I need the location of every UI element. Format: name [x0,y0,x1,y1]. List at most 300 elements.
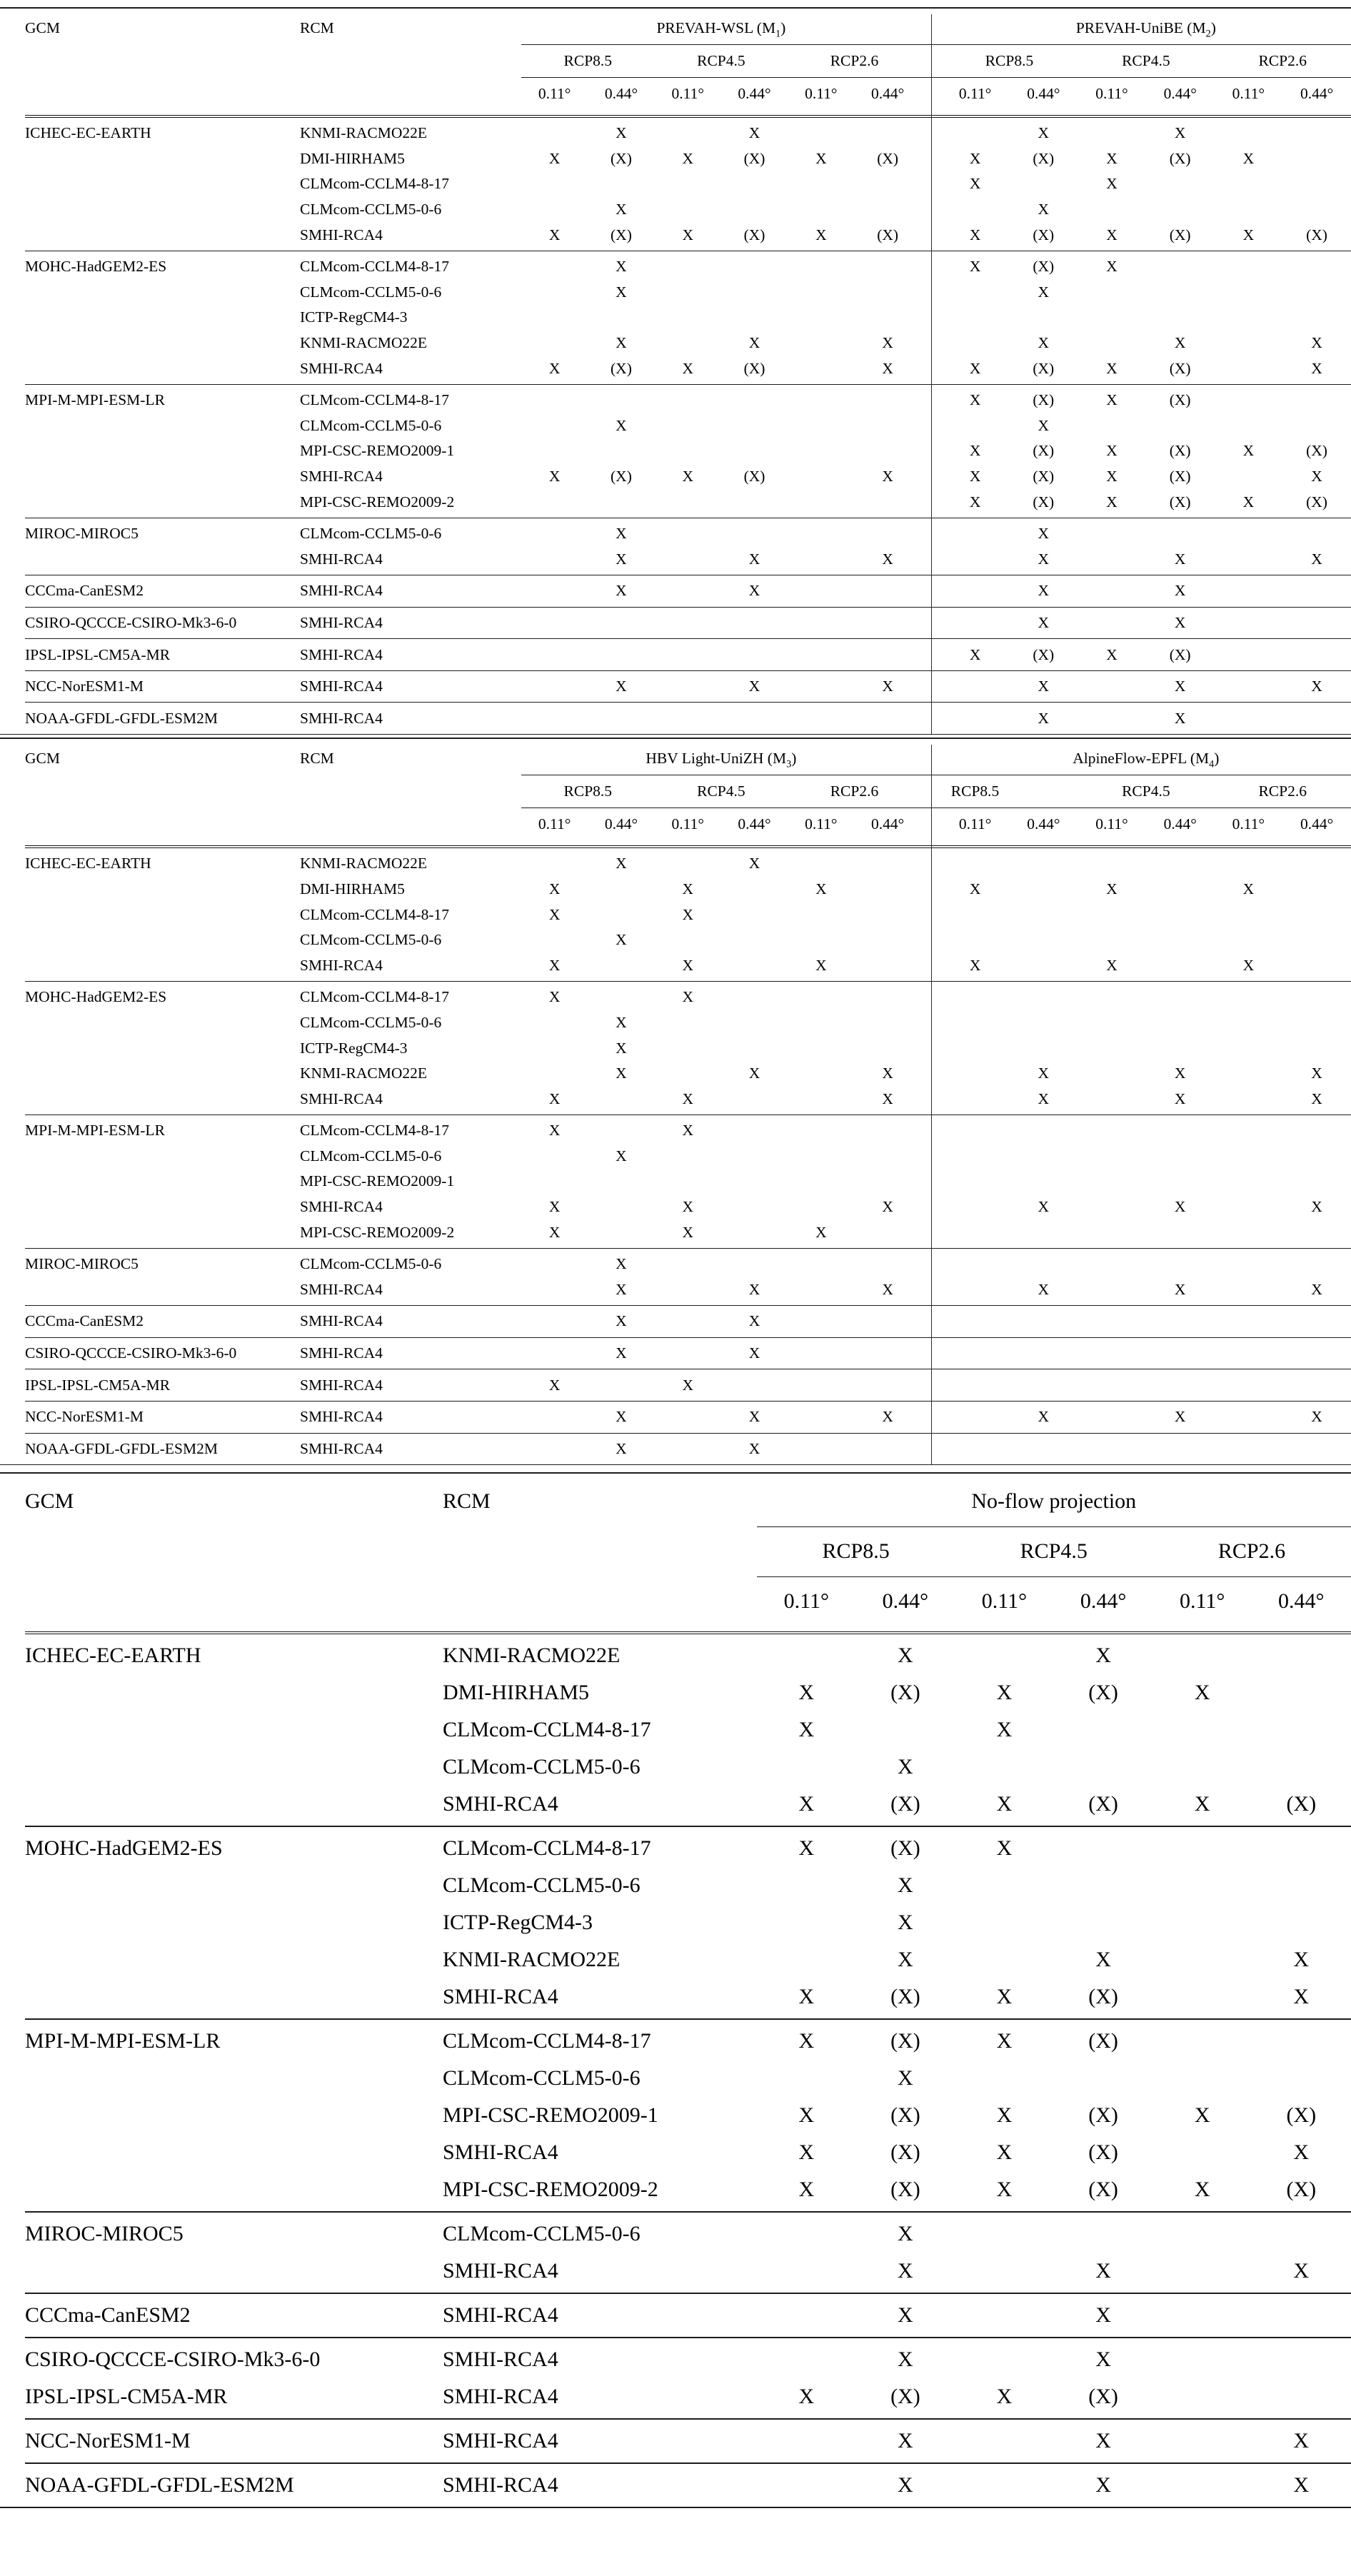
simulation-mark: (X) [1169,226,1191,243]
rule-line [521,807,1351,808]
simulation-mark: X [1293,2140,1310,2165]
table-row [25,413,1351,439]
gcm-label: ICHEC-EC-EARTH [25,1644,201,1668]
simulation-mark: X [616,1065,627,1082]
rcm-label: KNMI-RACMO22E [443,1948,621,1972]
simulation-mark: X [682,1376,693,1394]
simulation-mark: X [616,1013,627,1031]
resolution-header: 0.44° [1300,84,1334,102]
rcm-label: SMHI-RCA4 [443,2429,558,2453]
simulation-mark: X [882,334,893,352]
rcm-label: MPI-CSC-REMO2009-1 [443,2103,658,2128]
gcm-label: CSIRO-QCCCE-CSIRO-Mk3-6-0 [25,2348,321,2372]
header-rule [25,807,1351,808]
simulation-mark: X [969,956,981,974]
gcm-group [25,1248,1351,1305]
simulation-mark: X [1038,1280,1050,1298]
simulation-mark: X [1095,2473,1111,2497]
resolution-header: 0.11° [671,815,704,832]
simulation-mark: X [748,678,760,695]
header-row-resolution [25,809,1351,839]
table-row [25,171,1351,197]
gcm-label: CSIRO-QCCCE-CSIRO-Mk3-6-0 [25,613,237,631]
simulation-mark: (X) [1033,493,1055,510]
simulation-mark: X [1106,391,1118,409]
simulation-mark: X [1194,2103,1210,2128]
gcm-group [25,2462,1351,2507]
table-no-flow-projection [0,1472,1351,2508]
rcp-header: RCP2.6 [1258,782,1307,800]
resolution-header: 0.11° [1179,1589,1225,1614]
simulation-mark: (X) [1286,2103,1317,2128]
rcm-label: SMHI-RCA4 [300,468,383,485]
simulation-mark: (X) [611,468,632,485]
simulation-mark: X [1311,1408,1322,1426]
resolution-header: 0.11° [1095,84,1128,102]
gcm-group [25,670,1351,703]
model-subscript: 4 [1209,758,1215,770]
gcm-group [25,607,1351,639]
rcm-label: SMHI-RCA4 [300,226,383,243]
rcm-label: CLMcom-CCLM5-0-6 [300,416,442,434]
table-row [25,464,1351,490]
rcm-label: CLMcom-CCLM4-8-17 [443,1718,651,1742]
simulation-mark: X [1106,175,1118,193]
rcm-label: SMHI-RCA4 [300,956,383,974]
resolution-header: 0.44° [1027,815,1060,832]
table-row [25,146,1351,172]
simulation-mark: X [1293,2429,1310,2453]
simulation-mark: X [1311,550,1322,568]
table-row [25,610,1351,636]
simulation-mark: X [1038,201,1050,218]
table-row [25,2097,1351,2134]
gcm-label: MPI-M-MPI-ESM-LR [25,391,165,409]
simulation-mark: (X) [1088,2385,1118,2409]
simulation-mark: X [1174,1198,1186,1216]
gcm-label: MIROC-MIROC5 [25,2222,184,2246]
simulation-mark: X [898,1755,913,1779]
rcp-header: RCP8.5 [563,51,613,69]
rcm-label: DMI-HIRHAM5 [300,880,405,897]
gcm-label: NOAA-GFDL-GFDL-ESM2M [25,1439,218,1457]
gcm-label: MOHC-HadGEM2-ES [25,258,167,276]
simulation-mark: (X) [890,2385,920,2409]
simulation-mark: X [798,1985,815,2009]
simulation-mark: X [548,1223,561,1241]
panel-divider-line [931,745,932,1464]
simulation-mark: (X) [1033,442,1055,460]
rcm-label: ICTP-RegCM4-3 [300,1039,408,1057]
simulation-mark: X [969,442,981,460]
table-row [25,1711,1351,1749]
simulation-mark: X [1174,613,1186,631]
rcm-label: SMHI-RCA4 [443,2473,558,2497]
simulation-mark: X [748,855,760,872]
rcm-label: SMHI-RCA4 [300,582,383,600]
table-row [25,2422,1351,2460]
simulation-mark: X [548,1198,561,1216]
gcm-group [25,2418,1351,2462]
simulation-mark: (X) [1033,149,1055,167]
simulation-mark: X [1174,124,1186,142]
simulation-mark: X [1242,149,1255,167]
table-row [25,1437,1351,1462]
rcm-label: SMHI-RCA4 [300,550,383,568]
simulation-mark: X [1174,1408,1186,1426]
rcm-label: KNMI-RACMO22E [300,334,427,352]
header-row-resolution [25,1578,1351,1625]
simulation-mark: X [1311,359,1322,377]
gcm-group [25,384,1351,518]
model-subscript: 2 [1205,27,1211,39]
rcm-label: CLMcom-CCLM5-0-6 [443,1755,641,1779]
simulation-mark: (X) [890,2178,920,2202]
simulation-mark: X [898,2429,913,2453]
simulation-mark: X [996,2385,1013,2409]
rcm-label: KNMI-RACMO22E [300,1065,427,1082]
simulation-mark: X [748,582,760,600]
simulation-mark: (X) [1169,468,1191,485]
simulation-mark: X [969,226,981,243]
table-row [25,2023,1351,2060]
simulation-mark: X [748,1065,760,1082]
simulation-mark: (X) [1169,493,1191,510]
gcm-group [25,575,1351,607]
simulation-mark: X [1311,468,1322,485]
simulation-mark: X [748,1408,760,1426]
rcp-header: RCP8.5 [950,782,1000,800]
simulation-mark: (X) [1088,1792,1118,1816]
rule-line [521,77,1351,78]
rcp-header: RCP4.5 [697,782,745,800]
resolution-header: 0.44° [1027,84,1060,102]
simulation-mark: X [898,2222,913,2246]
simulation-mark: (X) [890,2029,920,2053]
table-row [25,2215,1351,2253]
rcm-label: CLMcom-CCLM5-0-6 [300,1147,442,1164]
table-row [25,1252,1351,1277]
simulation-mark: X [969,880,981,897]
rcm-label: MPI-CSC-REMO2009-2 [443,2178,658,2202]
simulation-mark: X [1242,956,1255,974]
simulation-mark: X [1106,442,1118,460]
simulation-mark: (X) [743,468,765,485]
rcm-label: CLMcom-CCLM4-8-17 [443,2029,651,2053]
simulation-mark: X [548,880,561,897]
panel-divider-line [931,14,932,734]
simulation-mark: X [682,359,693,377]
simulation-mark: X [1242,493,1255,510]
simulation-mark: X [1311,1198,1322,1216]
simulation-mark: X [1095,2303,1111,2328]
rcm-label: ICTP-RegCM4-3 [300,308,408,326]
rcm-label: SMHI-RCA4 [443,1792,558,1816]
table-row [25,547,1351,573]
panel-title: No-flow projection [971,1489,1137,1514]
simulation-mark: (X) [1286,1792,1317,1816]
table-row [25,388,1351,413]
simulation-mark: X [1095,2259,1111,2283]
simulation-mark: X [969,493,981,510]
simulation-mark: X [1174,709,1186,727]
simulation-mark: X [616,525,627,543]
simulation-mark: (X) [1169,149,1191,167]
simulation-mark: (X) [1088,1985,1118,2009]
simulation-mark: X [1095,2348,1111,2372]
rcm-label: SMHI-RCA4 [300,359,383,377]
simulation-mark: X [1174,678,1186,695]
resolution-header: 0.44° [604,815,638,832]
simulation-mark: (X) [611,226,632,243]
simulation-mark: (X) [1306,493,1327,510]
gcm-label: MOHC-HadGEM2-ES [25,1836,223,1861]
simulation-mark: X [548,905,561,923]
simulation-mark: X [1038,334,1050,352]
rcp-header: RCP2.6 [830,51,879,69]
simulation-mark: X [1038,416,1050,434]
gcm-label: CCCma-CanESM2 [25,1312,144,1330]
gcm-label: MPI-M-MPI-ESM-LR [25,2029,221,2053]
table-row [25,674,1351,700]
table-row [25,1118,1351,1144]
rcm-label: CLMcom-CCLM5-0-6 [443,2222,641,2246]
simulation-mark: (X) [877,149,899,167]
simulation-mark: X [616,258,627,276]
header-row-resolution [25,79,1351,109]
gcm-group [25,2211,1351,2293]
simulation-mark: X [1174,334,1186,352]
simulation-mark: X [815,880,827,897]
simulation-mark: X [548,1122,561,1139]
simulation-mark: X [616,678,627,695]
table-header [25,9,1351,118]
table-row [25,1309,1351,1334]
simulation-mark: (X) [1033,645,1055,663]
rule-line [757,1526,1351,1527]
table-row [25,1219,1351,1245]
column-header-rcm: RCM [300,19,334,36]
rcm-label: CLMcom-CCLM4-8-17 [443,1836,651,1861]
simulation-mark: X [882,678,893,695]
table-row [25,2341,1351,2378]
resolution-header: 0.44° [882,1589,929,1614]
simulation-mark: X [616,550,627,568]
simulation-mark: X [798,2178,815,2202]
rcm-label: SMHI-RCA4 [300,1344,383,1362]
simulation-mark: X [969,359,981,377]
simulation-mark: X [882,550,893,568]
table-row [25,2171,1351,2208]
resolution-header: 0.11° [805,815,838,832]
simulation-mark: X [1194,2178,1210,2202]
header-row-rcp [25,776,1351,806]
simulation-mark: X [1311,1090,1322,1107]
table-row [25,197,1351,223]
simulation-mark: X [1106,956,1118,974]
simulation-mark: X [616,855,627,872]
table-row [25,254,1351,280]
rcm-label: CLMcom-CCLM4-8-17 [300,175,450,193]
simulation-mark: X [1038,550,1050,568]
table-row [25,927,1351,953]
simulation-mark: X [798,1836,815,1861]
simulation-mark: X [1174,1065,1186,1082]
resolution-header: 0.44° [1300,815,1334,832]
rcm-label: SMHI-RCA4 [443,2348,558,2372]
table-hbv-alpineflow [0,738,1351,1465]
simulation-mark: X [898,2259,913,2283]
gcm-group [25,1305,1351,1337]
table-row [25,438,1351,464]
simulation-mark: X [748,1280,760,1298]
gcm-label: IPSL-IPSL-CM5A-MR [25,645,171,663]
simulation-mark: X [969,468,981,485]
table-row [25,521,1351,547]
rcp-header: RCP2.6 [1217,1539,1286,1564]
simulation-mark: X [682,1090,693,1107]
rcp-header: RCP8.5 [563,782,613,800]
simulation-mark: X [1311,334,1322,352]
simulation-mark: X [548,468,561,485]
gcm-label: NOAA-GFDL-GFDL-ESM2M [25,709,218,727]
rcp-header: RCP2.6 [1258,51,1307,69]
simulation-mark: X [1095,1644,1111,1668]
model-subscript: 3 [786,758,792,770]
simulation-mark: X [1038,613,1050,631]
simulation-mark: X [815,956,827,974]
simulation-mark: X [682,880,693,897]
rcp-header: RCP4.5 [1122,51,1170,69]
header-rule [25,44,1351,45]
table-row [25,1277,1351,1303]
rcm-label: KNMI-RACMO22E [300,124,427,142]
simulation-mark: X [616,416,627,434]
simulation-mark: X [898,1911,913,1935]
rcm-label: SMHI-RCA4 [300,1198,383,1216]
column-header-rcm: RCM [443,1489,491,1514]
table-row [25,1035,1351,1061]
simulation-mark: (X) [890,1792,920,1816]
simulation-mark: X [1242,226,1255,243]
simulation-mark: X [748,1312,760,1330]
table-row [25,280,1351,306]
simulation-mark: (X) [611,149,632,167]
gcm-label: IPSL-IPSL-CM5A-MR [25,1376,171,1394]
rcm-label: CLMcom-CCLM5-0-6 [300,1255,442,1273]
rcm-label: DMI-HIRHAM5 [443,1681,589,1705]
gcm-label: ICHEC-EC-EARTH [25,124,151,142]
simulation-mark: X [1106,468,1118,485]
simulation-mark: X [1038,1198,1050,1216]
simulation-mark: (X) [1088,2178,1118,2202]
rcm-label: CLMcom-CCLM5-0-6 [300,1013,442,1031]
simulation-mark: (X) [1088,2029,1118,2053]
rcm-label: CLMcom-CCLM5-0-6 [443,2066,641,2091]
simulation-mark: X [1311,678,1322,695]
simulation-mark: X [882,1090,893,1107]
simulation-mark: X [1293,1985,1310,2009]
resolution-header: 0.11° [1232,84,1265,102]
simulation-mark: (X) [743,149,765,167]
table-row [25,1904,1351,1941]
gcm-group [25,2018,1351,2211]
table-row [25,121,1351,146]
simulation-mark: X [815,226,827,243]
table-header [25,1474,1351,1634]
resolution-header: 0.44° [1080,1589,1127,1614]
simulation-mark: X [548,359,561,377]
gcm-label: NOAA-GFDL-GFDL-ESM2M [25,2473,294,2497]
simulation-mark: X [1106,359,1118,377]
simulation-mark: X [682,1122,693,1139]
simulation-mark: X [616,334,627,352]
simulation-mark: X [882,1065,893,1082]
rcm-label: CLMcom-CCLM5-0-6 [300,525,442,543]
table-row [25,1404,1351,1430]
simulation-mark: X [548,988,561,1006]
rcm-label: MPI-CSC-REMO2009-1 [300,1172,455,1190]
simulation-mark: X [1293,1948,1310,1972]
simulation-mark: X [548,956,561,974]
gcm-group [25,118,1351,251]
table-row [25,952,1351,978]
table-row [25,1086,1351,1112]
rcm-label: CLMcom-CCLM5-0-6 [443,1873,641,1898]
table-row [25,222,1351,248]
gcm-label: CCCma-CanESM2 [25,2303,191,2328]
simulation-mark: (X) [1306,226,1327,243]
simulation-mark: X [616,1312,627,1330]
table-row [25,356,1351,381]
simulation-mark: X [1194,1681,1210,1705]
header-row-panels [25,743,1351,773]
table-row [25,1372,1351,1398]
rcm-label: CLMcom-CCLM4-8-17 [300,1122,450,1139]
rcp-header: RCP4.5 [1020,1539,1088,1564]
rcm-label: CLMcom-CCLM4-8-17 [300,391,450,409]
simulation-mark: X [682,905,693,923]
simulation-mark: X [682,226,693,243]
simulation-mark: X [682,149,693,167]
table-row [25,2378,1351,2415]
gcm-group [25,2293,1351,2337]
simulation-mark: X [898,1644,913,1668]
simulation-mark: X [996,1681,1013,1705]
simulation-mark: X [898,2348,913,2372]
simulation-mark: X [798,1681,815,1705]
simulation-mark: X [882,359,893,377]
simulation-mark: (X) [1306,442,1327,460]
simulation-mark: X [682,468,693,485]
table-row [25,642,1351,668]
gcm-group [25,848,1351,981]
simulation-mark: X [1038,1090,1050,1107]
rcm-label: CLMcom-CCLM4-8-17 [300,988,450,1006]
simulation-mark: X [882,1280,893,1298]
rcm-label: CLMcom-CCLM5-0-6 [300,931,442,949]
table-row [25,1830,1351,1867]
simulation-mark: X [1038,678,1050,695]
table-row [25,305,1351,331]
simulation-mark: X [1293,2259,1310,2283]
simulation-mark: X [798,2385,815,2409]
simulation-mark: (X) [877,226,899,243]
simulation-mark: (X) [890,2103,920,2128]
header-row-panels [25,1478,1351,1525]
simulation-mark: X [996,2178,1013,2202]
simulation-mark: (X) [1033,226,1055,243]
